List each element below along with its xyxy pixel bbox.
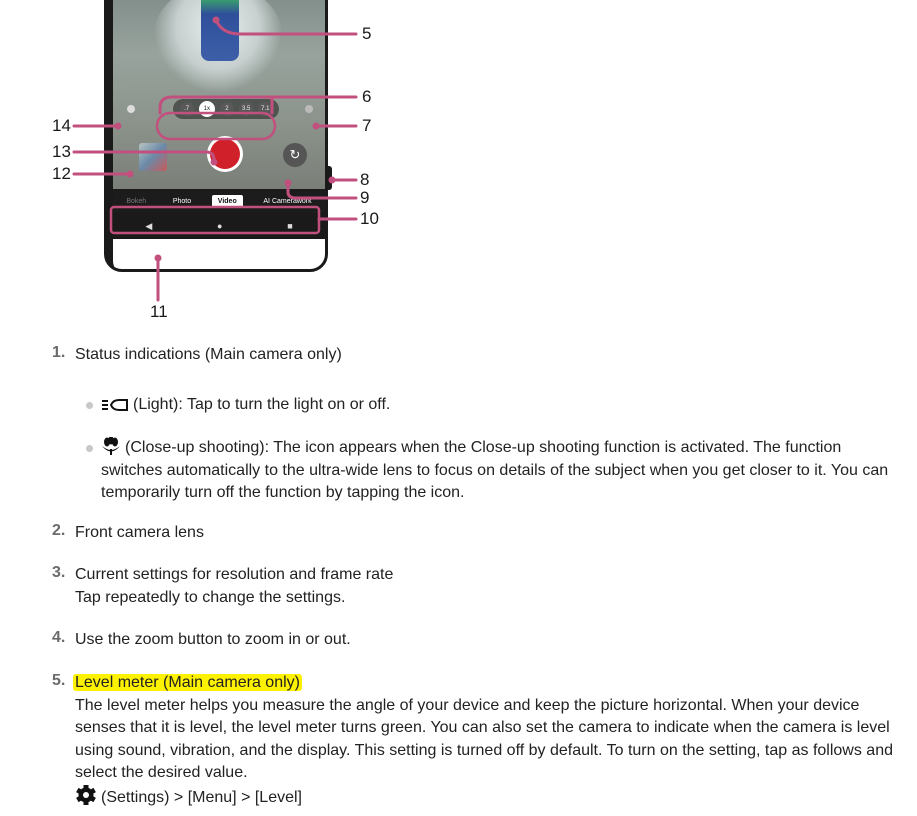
item-number: 4. [52,629,66,646]
bullet-dot [86,445,93,452]
item-text: Status indications (Main camera only) [75,346,342,363]
callout-label-9: 9 [360,188,370,207]
zoom-option-active: 1x [199,101,215,117]
zoom-button-bar [173,99,279,119]
thumbnail-preview [139,143,167,171]
settings-path-text: (Settings) > [Menu] > [Level] [101,788,302,806]
phone-illustration [104,0,328,272]
item-number: 2. [52,522,66,539]
mode-ai-camerawork: AI Camerawork [263,197,312,205]
callout-label-8: 8 [360,170,370,189]
shutter-button [207,136,243,172]
home-icon: ● [217,221,223,231]
callout-label-14: 14 [52,116,71,135]
bullet-text: (Light): Tap to turn the light on or off. [133,396,391,413]
mode-video: Video [212,195,243,208]
item-text-line: using sound, vibration, and the display. This setting is turned off by default. To turn on the setting, tap as follows and [75,741,893,759]
callout-label-12: 12 [52,164,71,183]
bullet-close-up [101,437,901,505]
mode-bokeh: Bokeh [126,197,147,205]
child-figure [201,0,239,61]
status-indicator-dot [127,105,135,113]
item-text-line: Tap repeatedly to change the settings. [75,588,346,606]
highlighted-heading: Level meter (Main camera only) [75,674,300,691]
callout-label-11: 11 [150,302,168,321]
camera-diagram [0,0,917,330]
item-number: 3. [52,564,66,581]
callout-label-5: 5 [362,24,372,43]
camera-switch-icon: ↻ [283,143,307,167]
recents-icon: ■ [287,221,293,231]
zoom-option: 7.1 [258,102,272,116]
settings-path-line [75,785,915,810]
viewfinder-image [113,0,325,189]
bullet-light [101,394,901,417]
zoom-option: 3.5 [239,102,253,116]
item-number: 1. [52,344,66,361]
light-icon [101,398,129,412]
callout-label-7: 7 [362,116,372,135]
close-up-flower-icon [101,437,121,455]
back-icon: ◀ [145,220,153,231]
mode-photo: Photo [172,197,192,205]
mode-selector [113,189,325,213]
zoom-option: 2 [220,102,234,116]
callout-label-6: 6 [362,87,372,106]
item-number: 5. [52,672,66,689]
bullet-text-line: switches automatically to the ultra-wide lens to focus on details of the subject when you get closer to it. You can [101,461,889,479]
item-text [75,672,915,809]
settings-gear-icon [75,785,97,805]
callout-label-13: 13 [52,142,71,161]
item-text [75,564,393,609]
phone-side-button [327,166,332,190]
bullet-text-line: temporarily turn off the function by tapping the icon. [101,484,465,501]
item-text-line: The level meter helps you measure the angle of your device and keep the picture horizontal. When your device [75,696,860,714]
zoom-option: .7 [180,102,194,116]
bullet-dot [86,402,93,409]
settings-icon [305,105,313,113]
item-text: Use the zoom button to zoom in or out. [75,631,351,648]
callout-label-10: 10 [360,209,379,228]
item-text-line: select the desired value. [75,764,248,781]
item-text-line: Current settings for resolution and frame rate [75,566,394,583]
item-text-line: senses that it is level, the level meter turns green. You can also set the camera to indicate when the camera is level [75,719,890,736]
bullet-text: (Close-up shooting): The icon appears when the Close-up shooting function is activated. The function [125,439,842,456]
navigation-bar [113,215,325,237]
item-text: Front camera lens [75,524,204,541]
phone-chin [113,239,325,272]
